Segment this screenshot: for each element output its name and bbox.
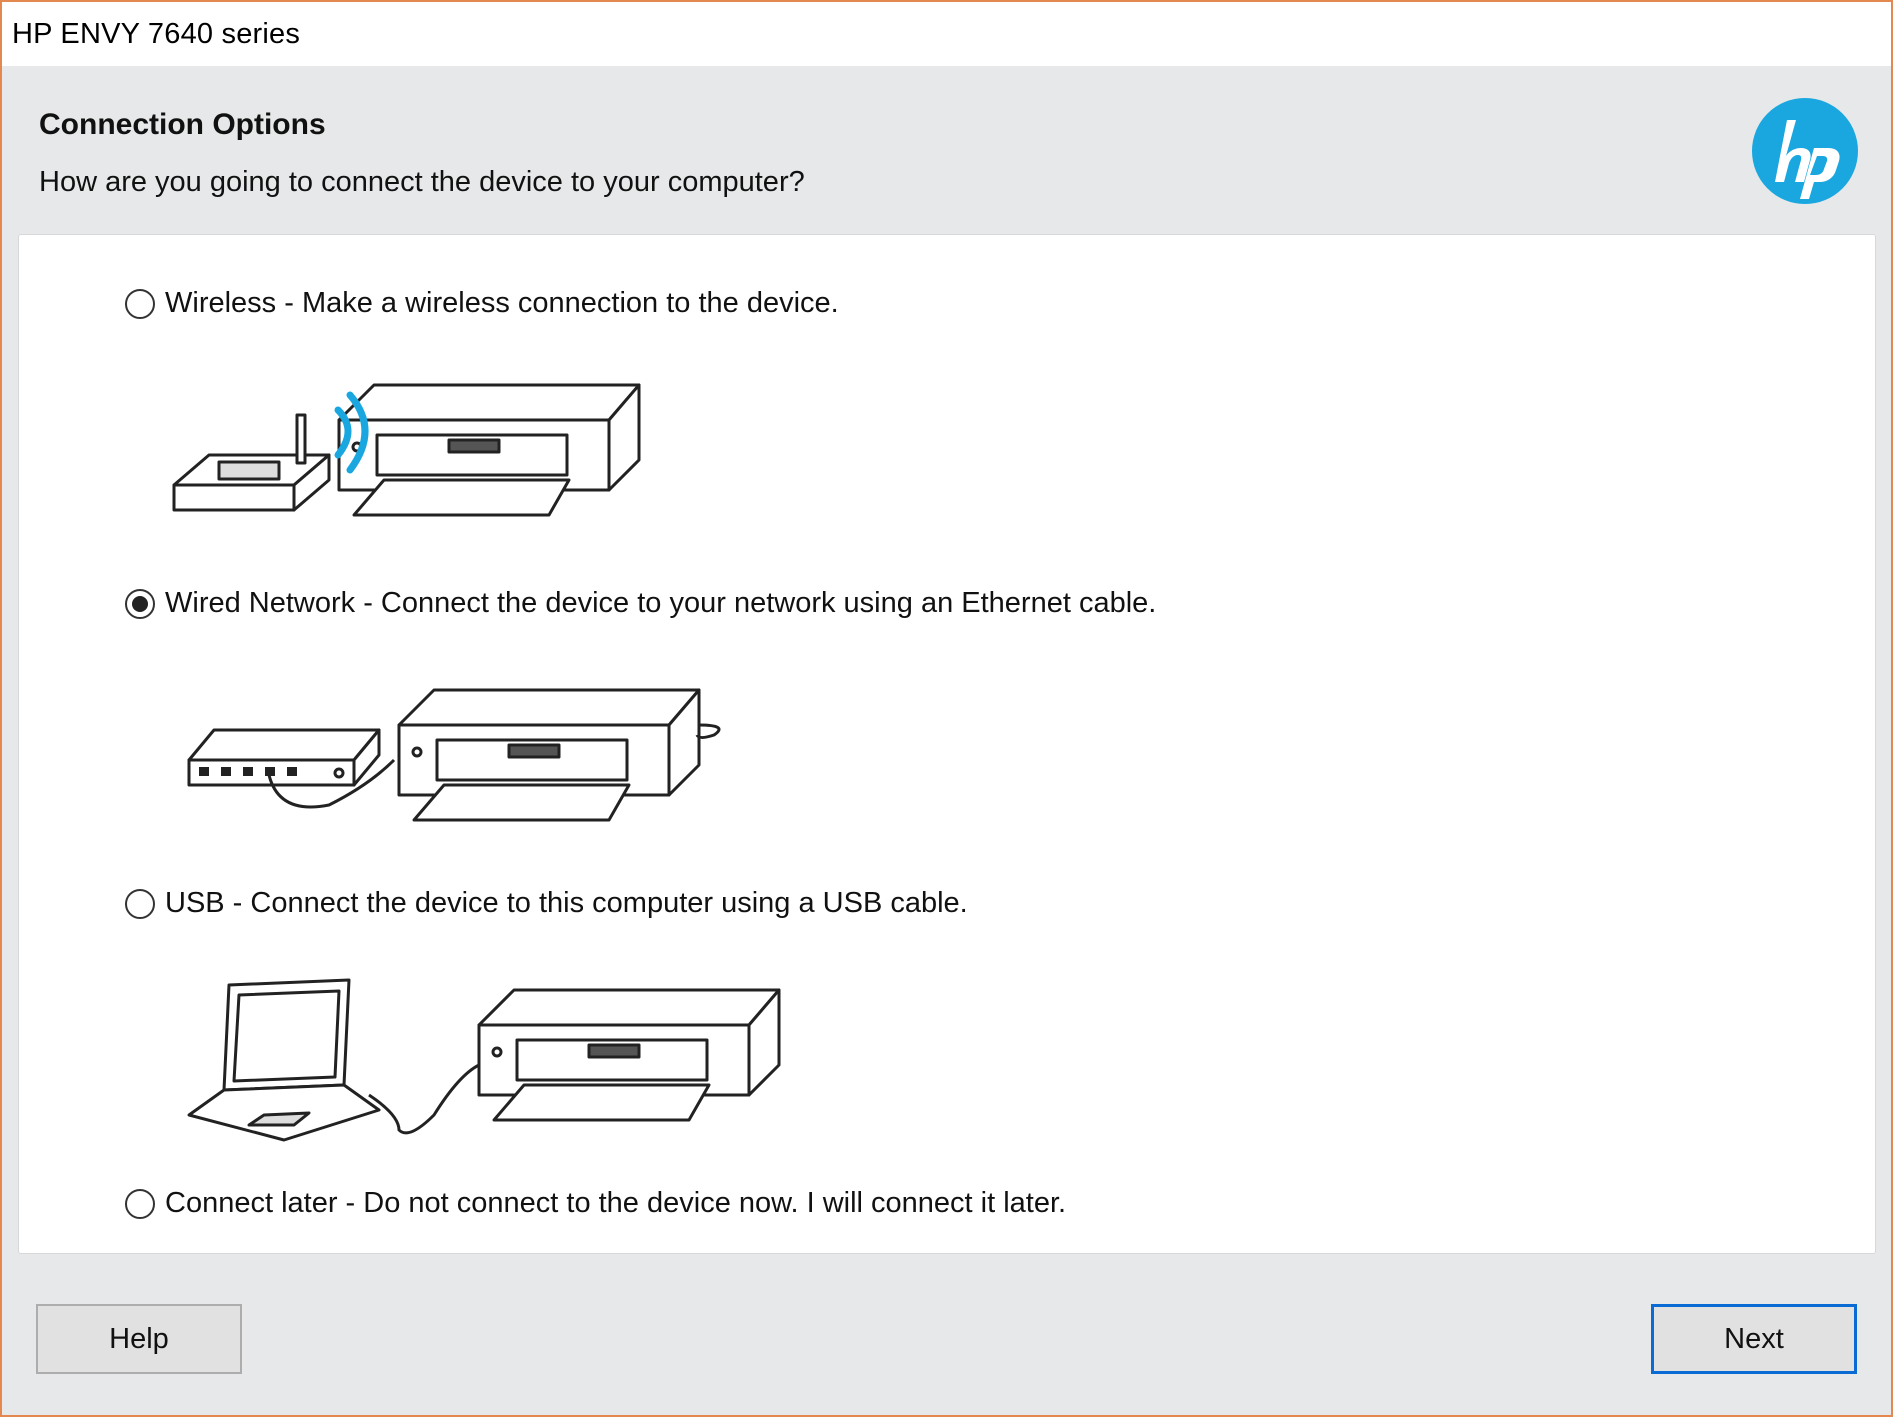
- radio-connect-later[interactable]: [125, 1189, 155, 1219]
- options-panel: [18, 234, 1876, 1254]
- option-wired-label: Wired Network - Connect the device to your network using an Ethernet cable.: [165, 587, 1157, 619]
- hp-logo-icon: [1752, 98, 1858, 204]
- option-wireless-label: Wireless - Make a wireless connection to the device.: [165, 287, 839, 319]
- header: [2, 66, 1891, 232]
- radio-wired[interactable]: [125, 589, 155, 619]
- option-connect-later-label: Connect later - Do not connect to the device now. I will connect it later.: [165, 1187, 1067, 1219]
- option-connect-later[interactable]: [125, 1187, 1066, 1220]
- wired-illustration-icon: [169, 665, 789, 865]
- page-subtitle: How are you going to connect the device to your computer?: [39, 166, 805, 198]
- wireless-illustration-icon: [169, 365, 669, 565]
- option-usb[interactable]: [125, 887, 968, 920]
- page-title: Connection Options: [39, 108, 326, 141]
- option-wireless[interactable]: [125, 287, 839, 320]
- option-wired[interactable]: [125, 587, 1156, 620]
- radio-usb[interactable]: [125, 889, 155, 919]
- help-button[interactable]: Help: [36, 1304, 242, 1374]
- usb-illustration-icon: [169, 965, 789, 1175]
- title-bar: [2, 2, 1891, 66]
- next-button[interactable]: Next: [1651, 1304, 1857, 1374]
- window-title: HP ENVY 7640 series: [12, 18, 301, 50]
- option-usb-label: USB - Connect the device to this computer using a USB cable.: [165, 887, 968, 919]
- radio-wireless[interactable]: [125, 289, 155, 319]
